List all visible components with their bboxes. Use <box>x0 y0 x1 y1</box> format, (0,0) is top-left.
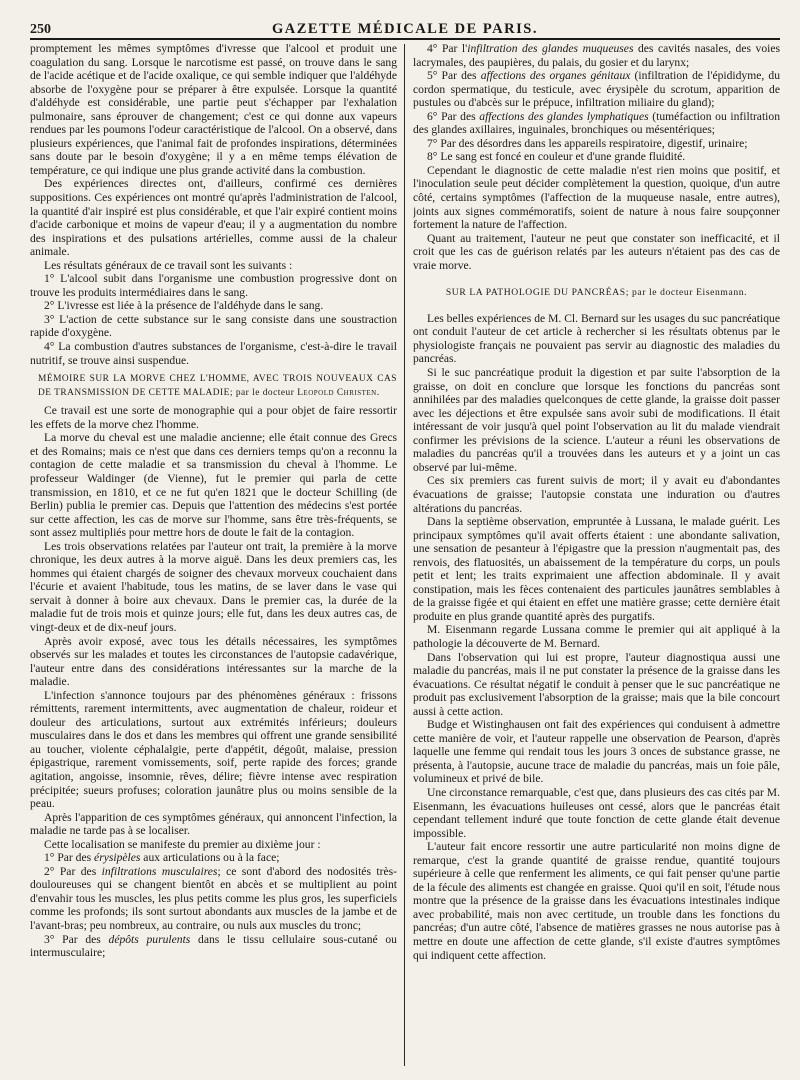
journal-title: GAZETTE MÉDICALE DE PARIS. <box>272 21 538 37</box>
page-number: 250 <box>30 22 51 37</box>
text: dans le tissu cellulaire sous-cutané ou intermusculaire; <box>30 932 397 960</box>
paragraph: 2° L'ivresse est liée à la présence de l'aldéhyde dans le sang. <box>44 299 324 313</box>
text: (tuméfaction ou infiltration des glandes axillaires, inguinales, bronchiques ou mésentériques; <box>413 109 780 137</box>
title-byline: ; par le docteur <box>625 287 697 299</box>
list-item <box>30 933 397 960</box>
paragraph: Quant au traitement, l'auteur ne peut que constater son inefficacité, et il croit que les cas de guérison relatés par les auteurs n'étaient pas des cas de vraie morve. <box>413 231 780 272</box>
paragraph: Après avoir exposé, avec tous les détails nécessaires, les symptômes observés sur les malades et toutes les circonstances de l'autopsie cadavérique, l'auteur entre dans des considérations intéressantes sur la marche de la maladie. <box>30 634 397 689</box>
left-column <box>30 42 397 1068</box>
text: 2° Par des <box>44 864 102 878</box>
text: 5° Par des <box>427 69 481 83</box>
list-item: 8° Le sang est foncé en couleur et d'une grande fluidité. <box>427 150 686 164</box>
paragraph: L'auteur fait encore ressortir une autre particularité non moins digne de remarque, c'est la grande quantité de graisse rendue, quantité toujours supérieure à celle que renferment les aliments, ce qui fait penser qu'une partie de la fécule des aliments est changée en graisse. Quoi qu'il en soit, l'étude nous montre que la présence de la graisse dans les évacuations intestinales indique avec probabilité, mais non avec certitude, un trouble dans les fonctions du pancréas; d'un autre côté, l'absence de matières grasses ne nous autorise pas à mettre en doute une affection de cette glande, s'il existe d'autres symptômes qui indiquent cette affection. <box>413 840 780 962</box>
list-item: 7° Par des désordres dans les appareils respiratoire, digestif, urinaire; <box>427 136 748 150</box>
list-item <box>413 110 780 137</box>
list-item <box>413 42 780 69</box>
paragraph: Après l'apparition de ces symptômes généraux, qui annoncent l'infection, la maladie ne tarde pas à se localiser. <box>30 810 397 838</box>
list-item <box>413 69 780 110</box>
right-column <box>413 42 780 1068</box>
italic-text: érysipèles <box>94 851 141 865</box>
title-text: SUR LA PATHOLOGIE DU PANCRÉAS <box>445 287 626 299</box>
italic-text: infiltration des glandes muqueuses <box>467 42 634 55</box>
paragraph: promptement les mêmes symptômes d'ivresse que l'alcool et produit une coagulation du sang. Lorsque le narcotisme est passé, on trouve dans le sang de l'acide acétique et de l'acide oxalique, ce qui semble indiquer que l'aldéhyde absorbe de l'oxygène pour se préparer à être expulsée. Lorsque la quantité d'aldéhyde est considérable, une partie peut s'échapper par l'exhalation pulmonaire, sans éprouver de changement; c'est ce qui donne aux vapeurs rendues par les poumons l'odeur caractéristique de l'alcool. On a observé, dans plusieurs expériences, que l'animal fait de profondes inspirations, déterminées sans doute par le besoin d'oxygène; il y a en même temps élévation de température, ce qui indique une plus grande activité dans la combustion. <box>30 42 397 177</box>
author-name: Eisenmann. <box>696 287 748 299</box>
paragraph: Des expériences directes ont, d'ailleurs, confirmé ces dernières suppositions. Ces expériences ont montré qu'après l'administration de l'alcool, la quantité d'air inspiré est plus considérable, et que l'air expiré contient moins d'acide carbonique et moins de vapeur d'eau; il y a augmentation du nombre des inspirations et des pulsations artérielles, comme aussi de la chaleur animale. <box>30 177 397 259</box>
text: (infiltration de l'épididyme, du cordon spermatique, du testicule, avec érysipèle du scrotum, apparition de pustules ou d'abcès sur le prépuce, infiltration miliaire du gland); <box>413 69 780 110</box>
paragraph: 1° L'alcool subit dans l'organisme une combustion progressive dont on trouve les produits intermédiaires dans le sang. <box>30 272 397 299</box>
article-title-morve <box>30 373 397 400</box>
page-header <box>30 12 780 40</box>
paragraph: Dans la septième observation, empruntée à Lussana, le malade guérit. Les principaux symptômes qu'il avait offerts étaient : une abondante salivation, une sensation de pesanteur à l'épigastre que la pression n'augmentait pas, des renvois, des flatuosités, un abaissement de la température du corps, un pouls petit et lent; les traits exprimaient une affection abdominale. Il y avait constipation, mais les fèces contenaient des particules jaunâtres semblables à de la graisse figée et qui étaient en effet une matière grasse; cette dernière était produite en plus grande quantité après des purgatifs. <box>413 515 780 623</box>
paragraph: Une circonstance remarquable, c'est que, dans plusieurs des cas cités par M. Eisenmann, les évacuations huileuses ont cessé, alors que le pancréas était cependant tellement induré que toute fonction de cette glande était devenue impossible. <box>413 785 780 840</box>
italic-text: infiltrations musculaires <box>101 864 218 878</box>
column-divider <box>404 44 405 1066</box>
paragraph: Les belles expériences de M. Cl. Bernard sur les usages du suc pancréatique ont conduit l'auteur de cet article à rechercher si les résultats obtenus par le physiologiste français ne pouvaient pas servir au diagnostic des maladies du pancréas. <box>413 311 780 366</box>
italic-text: affections des glandes lymphatiques <box>479 109 649 123</box>
text: ; ce sont d'abord des nodosités très-douloureuses qui se changent bientôt en abcès et se multiplient au point d'envahir tous les muscles, les plus petits comme les plus gros, les superficiels comme les profonds; ils sont surtout abondants aux muscles de la jambe et de l'avant-bras; peu nombreux, au contraire, ou nuls aux muscles du tronc; <box>30 864 397 932</box>
text: 6° Par des <box>427 109 480 123</box>
paragraph: M. Eisenmann regarde Lussana comme le premier qui ait appliqué à la pathologie la découverte de M. Bernard. <box>413 623 780 650</box>
paragraph: Les trois observations relatées par l'auteur ont trait, la première à la morve chronique, les deux autres à la morve aiguë. Dans les deux premiers cas, les hommes qui étaient chargés de soigner des chevaux morveux couchaient dans l'écurie et avaient l'habitude, tous les matins, de se laver dans le vase qui servait à donner à boire aux chevaux. Dans le premier cas, la durée de la maladie fut de trois mois et quinze jours; elle fut, dans les deux autres cas, de vingt-deux et de dix-neuf jours. <box>30 539 397 634</box>
paragraph: L'infection s'annonce toujours par des phénomènes généraux : frissons rémittents, rarement intermittents, avec augmentation de chaleur, roideur et douleur des articulations, surtout aux extrémités inférieurs; douleurs musculaires dans le dos et dans les membres qui offrent une grande sensibilité au toucher, violente céphalalgie, perte d'appétit, dégoût, malaise, pression épigastrique, rarement vomissements, soif, perte rapide des forces; grande agitation, angoisse, insomnie, rêves, délire; fièvre intense avec respiration précipitée; sueurs profuses; coloration jaunâtre plus ou moins sensible de la peau. <box>30 688 397 811</box>
paragraph: 4° La combustion d'autres substances de l'organisme, c'est-à-dire le travail nutritif, se trouve ainsi suspendue. <box>30 340 397 367</box>
paragraph: Ces six premiers cas furent suivis de mort; il y avait eu d'abondantes évacuations de graisse; l'autopsie constata une induration ou d'autres altérations du pancréas. <box>413 474 780 515</box>
paragraph: Cette localisation se manifeste du premier au dixième jour : <box>44 837 321 851</box>
list-item <box>30 865 397 933</box>
text: aux articulations ou à la face; <box>140 851 280 865</box>
paragraph: 3° L'action de cette substance sur le sang consiste dans une soustraction rapide d'oxygène. <box>30 312 397 340</box>
title-text: MÉMOIRE SUR LA MORVE CHEZ L'HOMME, AVEC TROIS NOUVEAUX CAS DE TRANSMISSION DE CETTE MALADIE <box>38 374 397 398</box>
paragraph: Les résultats généraux de ce travail sont les suivants : <box>44 258 293 272</box>
paragraph: La morve du cheval est une maladie ancienne; elle était connue des Grecs et des Romains; mais ce n'est que dans ces derniers temps qu'on a reconnu la contagion de cette maladie et sa transmission du cheval à l'homme. Le professeur Waldinger (de Vienne), fut le premier qui parla de cette transmission, en 1810, et ce ne fut qu'en 1821 que le docteur Schilling (de Berlin) publia le premier cas. Depuis que l'attention des médecins s'est portée sur cette affection, les cas de morve sur l'homme, sans être très-fréquents, se sont assez multipliés pour mettre hors de doute le fait de la contagion. <box>30 431 397 540</box>
text: 4° Par l' <box>427 42 468 55</box>
article-title-pancreas <box>413 286 780 300</box>
text: des cavités nasales, des voies lacrymales, des paupières, du palais, du gosier et du larynx; <box>413 42 780 69</box>
italic-text: dépôts purulents <box>108 932 191 946</box>
list-item <box>30 851 397 865</box>
paragraph: Budge et Wistinghausen ont fait des expériences qui conduisent à admettre cette manière de voir, et l'auteur rappelle une observation de Pearson, d'après laquelle une femme qui rendait tous les jours 3 onces de substance grasse, ne présenta, à l'autopsie, aucune trace de maladie du pancréas, mais un foie pâle, volumineux et privé de bile. <box>413 718 780 786</box>
text: 1° Par des <box>44 851 95 865</box>
italic-text: affections des organes génitaux <box>480 69 631 83</box>
text: 3° Par des <box>44 932 109 946</box>
paragraph: Cependant le diagnostic de cette maladie n'est rien moins que positif, et l'inoculation seule peut décider complètement la question, quoique, d'un autre côté, certains symptômes (l'affection de la muqueuse nasale, entre autres), joints aux signes commémoratifs, soient de nature à nous faire soupçonner fortement la nature de l'affection. <box>413 163 780 232</box>
paragraph: Si le suc pancréatique produit la digestion et par suite l'absorption de la graisse, on doit en conclure que lorsque les fonctions du pancréas sont annihilées par des maladies quelconques de cette glande, la graisse doit passer avec les déjections et être expulsée sans avoir subi de modifications. Il était intéressant de voir jusqu'à quel point l'observation au lit du malade viendrait confirmer les prévisions de la science. L'auteur a réuni les observations de maladies du pancréas qu'il a trouvées dans les auteurs et y a joint un cas observé par lui-même. <box>413 366 780 474</box>
paragraph: Dans l'observation qui lui est propre, l'auteur diagnostiqua aussi une maladie du pancréas, mais il ne put constater la présence de la graisse dans les évacuations. Ce résultat négatif le conduit à penser que le suc pancréatique ne produit pas exclusivement l'absorption de la graisse; mais que la bile concourt aussi à cette action. <box>413 650 780 718</box>
author-name: Leopold Christen. <box>297 387 380 398</box>
paragraph: Ce travail est une sorte de monographie qui a pour objet de faire ressortir les effets de la morve chez l'homme. <box>30 404 397 431</box>
title-byline: ; par le docteur <box>229 387 298 398</box>
